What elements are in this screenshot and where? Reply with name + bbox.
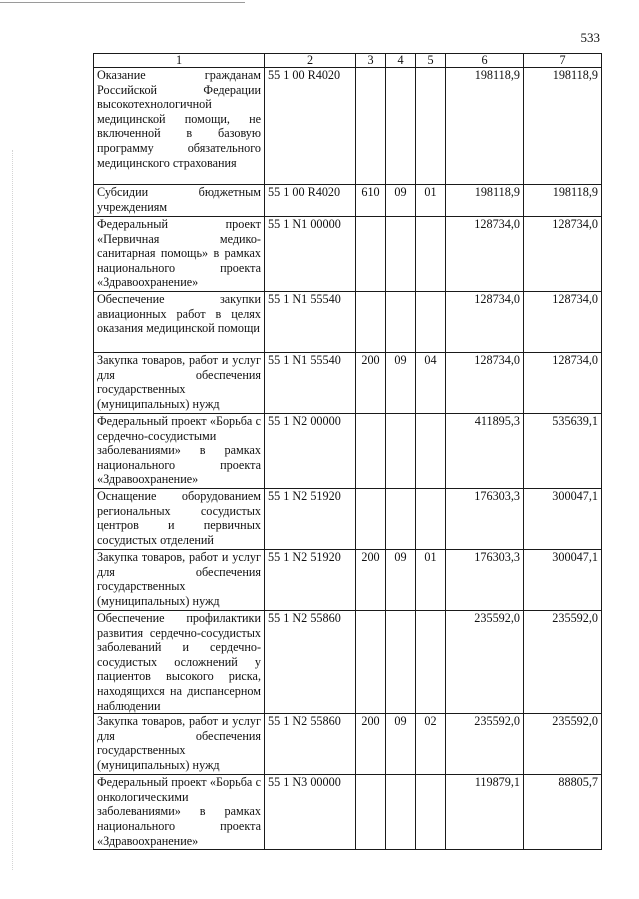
row-col5 — [416, 611, 446, 714]
row-name: Субсидии бюджетным учреждениям — [94, 185, 265, 217]
page-number: 533 — [580, 30, 600, 45]
row-col7: 235592,0 — [524, 714, 602, 775]
table-row — [94, 714, 602, 775]
row-col3 — [356, 489, 386, 550]
row-col5 — [416, 292, 446, 353]
table-row — [94, 185, 602, 217]
row-col4 — [386, 292, 416, 353]
scan-edge-line — [12, 150, 13, 870]
row-col5 — [416, 414, 446, 489]
table-row — [94, 611, 602, 714]
row-col4: 09 — [386, 353, 416, 414]
row-col7: 198118,9 — [524, 68, 602, 185]
row-name: Федеральный проект «Первичная медико-санитарная помощь» в рамках национального проекта «Здравоохранение» — [94, 217, 265, 292]
column-header-1: 1 — [94, 54, 265, 68]
column-header-7: 7 — [524, 54, 602, 68]
row-col5: 02 — [416, 714, 446, 775]
row-col4 — [386, 489, 416, 550]
row-name: Закупка товаров, работ и услуг для обеспечения государственных (муниципальных) нужд — [94, 353, 265, 414]
row-col4 — [386, 217, 416, 292]
row-col7: 128734,0 — [524, 292, 602, 353]
row-col5 — [416, 68, 446, 185]
row-code: 55 1 N1 00000 — [265, 217, 356, 292]
row-name: Федеральный проект «Борьба с онкологическими заболеваниями» в рамках национального проекта «Здравоохранение» — [94, 775, 265, 850]
row-col6: 198118,9 — [446, 68, 524, 185]
row-col7: 300047,1 — [524, 550, 602, 611]
row-code: 55 1 N2 55860 — [265, 714, 356, 775]
row-col7: 300047,1 — [524, 489, 602, 550]
row-col4 — [386, 68, 416, 185]
row-col4: 09 — [386, 550, 416, 611]
row-name: Закупка товаров, работ и услуг для обеспечения государственных (муниципальных) нужд — [94, 714, 265, 775]
row-code: 55 1 N1 55540 — [265, 353, 356, 414]
row-col6: 235592,0 — [446, 611, 524, 714]
row-col7: 535639,1 — [524, 414, 602, 489]
row-col4 — [386, 775, 416, 850]
row-name: Обеспечение профилактики развития сердечно-сосудистых заболеваний и сердечно-сосудистых осложнений у пациентов высокого риска, находящихся на диспансерном наблюдении — [94, 611, 265, 714]
table-row — [94, 217, 602, 292]
header-row — [94, 54, 602, 68]
row-col5 — [416, 489, 446, 550]
table-row — [94, 353, 602, 414]
row-col3: 200 — [356, 353, 386, 414]
row-col3: 200 — [356, 714, 386, 775]
row-col6: 176303,3 — [446, 550, 524, 611]
column-header-3: 3 — [356, 54, 386, 68]
row-code: 55 1 N3 00000 — [265, 775, 356, 850]
row-col3 — [356, 217, 386, 292]
table-row — [94, 775, 602, 850]
row-col6: 235592,0 — [446, 714, 524, 775]
row-col6: 128734,0 — [446, 353, 524, 414]
row-name: Федеральный проект «Борьба с сердечно-сосудистыми заболеваниями» в рамках национального проекта «Здравоохранение» — [94, 414, 265, 489]
row-col7: 128734,0 — [524, 217, 602, 292]
column-header-2: 2 — [265, 54, 356, 68]
row-col4: 09 — [386, 185, 416, 217]
column-header-4: 4 — [386, 54, 416, 68]
row-col5 — [416, 775, 446, 850]
row-col3: 610 — [356, 185, 386, 217]
row-code: 55 1 00 R4020 — [265, 185, 356, 217]
row-name: Оказание гражданам Российской Федерации высокотехнологичной медицинской помощи, не включенной в базовую программу обязательного медицинского страхования — [94, 68, 265, 185]
table-row — [94, 68, 602, 185]
row-col6: 411895,3 — [446, 414, 524, 489]
row-col4 — [386, 611, 416, 714]
table-row — [94, 414, 602, 489]
row-col5: 01 — [416, 185, 446, 217]
row-code: 55 1 N2 51920 — [265, 550, 356, 611]
row-col7: 235592,0 — [524, 611, 602, 714]
table-row — [94, 489, 602, 550]
row-name: Оснащение оборудованием региональных сосудистых центров и первичных сосудистых отделений — [94, 489, 265, 550]
row-col3 — [356, 611, 386, 714]
row-col4 — [386, 414, 416, 489]
row-col3 — [356, 414, 386, 489]
table-row — [94, 292, 602, 353]
row-col6: 128734,0 — [446, 217, 524, 292]
row-name: Закупка товаров, работ и услуг для обеспечения государственных (муниципальных) нужд — [94, 550, 265, 611]
row-code: 55 1 N1 55540 — [265, 292, 356, 353]
row-col3: 200 — [356, 550, 386, 611]
row-col6: 176303,3 — [446, 489, 524, 550]
row-col3 — [356, 68, 386, 185]
row-col5: 01 — [416, 550, 446, 611]
column-header-5: 5 — [416, 54, 446, 68]
budget-table — [93, 53, 602, 850]
row-col6: 128734,0 — [446, 292, 524, 353]
row-col7: 198118,9 — [524, 185, 602, 217]
row-code: 55 1 N2 51920 — [265, 489, 356, 550]
row-col6: 119879,1 — [446, 775, 524, 850]
table-row — [94, 550, 602, 611]
row-col6: 198118,9 — [446, 185, 524, 217]
column-header-6: 6 — [446, 54, 524, 68]
top-edge-rule — [0, 2, 245, 3]
row-col7: 88805,7 — [524, 775, 602, 850]
row-code: 55 1 00 R4020 — [265, 68, 356, 185]
row-name: Обеспечение закупки авиационных работ в целях оказания медицинской помощи — [94, 292, 265, 353]
row-col4: 09 — [386, 714, 416, 775]
row-col3 — [356, 775, 386, 850]
row-col5: 04 — [416, 353, 446, 414]
row-code: 55 1 N2 55860 — [265, 611, 356, 714]
row-code: 55 1 N2 00000 — [265, 414, 356, 489]
row-col3 — [356, 292, 386, 353]
row-col5 — [416, 217, 446, 292]
row-col7: 128734,0 — [524, 353, 602, 414]
